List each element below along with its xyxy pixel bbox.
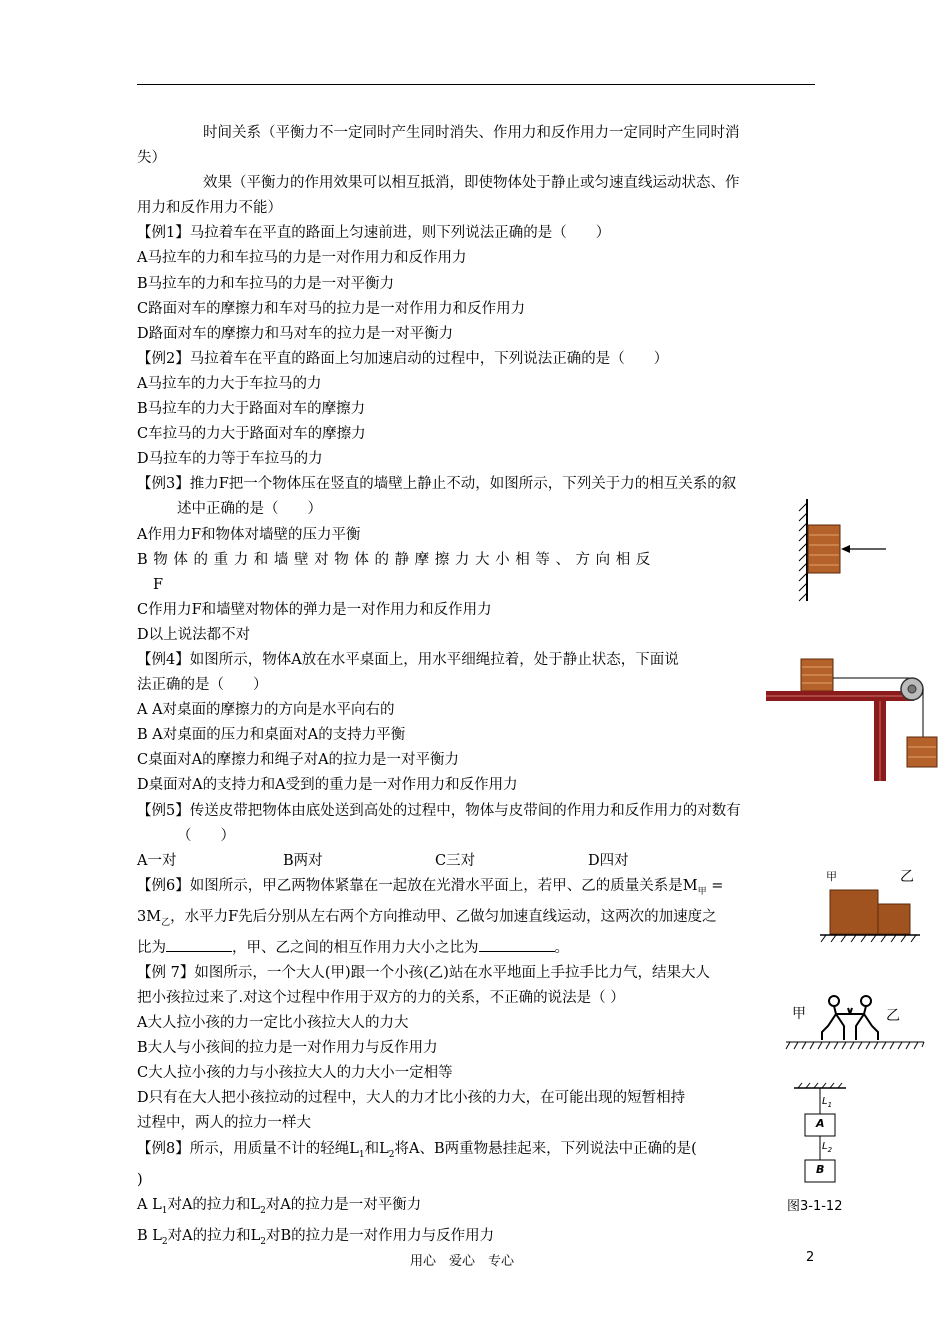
- wall-hatching: [799, 503, 807, 601]
- example-8-question-cont: ): [137, 1171, 143, 1188]
- example-5-option-a: A一对: [137, 852, 177, 869]
- example-8-text: 对B的拉力是一对作用力与反作用力: [265, 1227, 495, 1244]
- example-3-option-a: A作用力F和物体对墙壁的压力平衡: [137, 526, 361, 543]
- example-6-question-blanks: [137, 936, 815, 961]
- example-4-option-d: D桌面对A的支持力和A受到的重力是一对作用力和反作用力: [137, 777, 518, 794]
- text-line: 效果（平衡力的作用效果可以相互抵消，即使物体处于静止或匀速直线运动状态、作: [203, 175, 740, 192]
- example-3-option-d: D以上说法都不对: [137, 626, 251, 643]
- subscript: 2: [388, 1149, 395, 1160]
- wooden-block: [808, 525, 840, 573]
- figure-label-yi: 乙: [900, 869, 914, 885]
- example-8-text: 对A的拉力是一对平衡力: [265, 1196, 422, 1213]
- figure-tug-of-war: [784, 992, 928, 1056]
- answer-blank[interactable]: [166, 936, 232, 952]
- example-4-option-a: A A对桌面的摩擦力的方向是水平向右的: [137, 702, 395, 719]
- text-line: 失）: [137, 150, 166, 167]
- figure-wall-block: [790, 495, 890, 605]
- example-3-option-c: C作用力F和墙壁对物体的弹力是一对作用力和反作用力: [137, 601, 492, 618]
- example-2-option-a: A马拉车的力大于车拉马的力: [137, 375, 322, 392]
- example-6-question-cont: [137, 905, 815, 936]
- example-6-text: ，甲、乙之间的相互作用力大小之比为: [232, 939, 479, 956]
- figure-label-a: A: [816, 1117, 825, 1130]
- header-rule: [137, 84, 815, 85]
- example-2-question: 【例2】马拉着车在平直的路面上匀加速启动的过程中，下列说法正确的是（ ）: [137, 350, 669, 367]
- subscript: 2: [260, 1205, 266, 1216]
- example-3-label-f: F: [153, 576, 164, 593]
- subscript: 2: [260, 1236, 266, 1247]
- example-8-text: 对A的拉力和L: [167, 1196, 261, 1213]
- example-7-option-d-cont: 过程中，两人的拉力一样大: [137, 1115, 311, 1132]
- figure-label-l1: [822, 1096, 832, 1109]
- example-8-text: 将A、B两重物悬挂起来，下列说法中正确的是(: [394, 1140, 697, 1157]
- document-body: [137, 121, 815, 1255]
- example-3-option-b: B 物 体 的 重 力 和 墙 壁 对 物 体 的 静 摩 擦 力 大 小 相 等 、 方 向 相 反: [137, 551, 651, 568]
- subscript: 1: [827, 1101, 833, 1109]
- example-2-option-c: C车拉马的力大于路面对车的摩擦力: [137, 426, 366, 443]
- example-5-option-c: C三对: [435, 852, 476, 869]
- example-3-question-cont: 述中正确的是（ ）: [177, 501, 322, 518]
- figure-label-l2: [822, 1141, 832, 1154]
- example-4-question-cont: 法正确的是（ ）: [137, 677, 268, 694]
- ground-hatching: [786, 1042, 924, 1049]
- subscript: 1: [161, 1205, 168, 1216]
- example-2-option-b: B马拉车的力大于路面对车的摩擦力: [137, 401, 366, 418]
- example-4-question: 【例4】如图所示，物体A放在水平桌面上，用水平细绳拉着，处于静止状态，下面说: [137, 651, 679, 668]
- figure-two-blocks: [818, 884, 922, 946]
- example-7-question: 【例 7】如图所示，一个大人(甲)跟一个小孩(乙)站在水平地面上手拉手比力气，结果大人: [137, 964, 710, 981]
- example-8-text: B L: [137, 1227, 162, 1244]
- figure-label-yi: 乙: [886, 1008, 900, 1024]
- example-5-option-d: D四对: [588, 852, 629, 869]
- example-6-text: =: [706, 877, 724, 894]
- subscript: 1: [358, 1149, 365, 1160]
- block-jia: [830, 890, 878, 934]
- example-8-text: 和L: [364, 1140, 389, 1157]
- example-1-question: 【例1】马拉着车在平直的路面上匀速前进，则下列说法正确的是（ ）: [137, 225, 611, 242]
- example-5-question-cont: （ ）: [177, 827, 235, 844]
- example-6-text: 。: [554, 939, 569, 956]
- example-1-option-d: D路面对车的摩擦力和马对车的拉力是一对平衡力: [137, 325, 454, 342]
- label-text: L: [822, 1141, 828, 1152]
- hanging-block: [907, 737, 937, 767]
- arrow-head-icon: [841, 545, 850, 553]
- example-7-option-a: A大人拉小孩的力一定比小孩拉大人的力大: [137, 1015, 409, 1032]
- figure-caption: 图3-1-12: [787, 1199, 843, 1214]
- answer-blank[interactable]: [479, 936, 555, 952]
- example-1-option-a: A马拉车的力和车拉马的力是一对作用力和反作用力: [137, 250, 467, 267]
- example-8-option-a: [137, 1193, 815, 1224]
- example-4-option-c: C桌面对A的摩擦力和绳子对A的拉力是一对平衡力: [137, 752, 460, 769]
- page-number: 2: [806, 1250, 815, 1265]
- example-7-option-b: B大人与小孩间的拉力是一对作用力与反作用力: [137, 1040, 438, 1057]
- example-5-option-b: B两对: [283, 852, 323, 869]
- subscript: 2: [161, 1236, 168, 1247]
- example-5-question: 【例5】传送皮带把物体由底处送到高处的过程中，物体与皮带间的作用力和反作用力的对数有: [137, 802, 741, 819]
- example-8-text: 【例8】所示，用质量不计的轻绳L: [137, 1140, 359, 1157]
- example-5-options: [137, 849, 815, 874]
- example-8-text: 对A的拉力和L: [167, 1227, 261, 1244]
- example-7-option-d: D只有在大人把小孩拉动的过程中，大人的力才比小孩的力大，在可能出现的短暂相持: [137, 1090, 686, 1107]
- subscript: 甲: [697, 886, 707, 897]
- example-6-text: 比为: [137, 939, 166, 956]
- example-8-text: A L: [137, 1196, 162, 1213]
- example-6-question: [137, 874, 815, 905]
- label-text: L: [822, 1096, 828, 1107]
- example-1-option-b: B马拉车的力和车拉马的力是一对平衡力: [137, 275, 395, 292]
- figure-label-jia: 甲: [792, 1006, 806, 1022]
- figure-people: [822, 996, 878, 1040]
- subscript: 2: [827, 1146, 833, 1154]
- example-4-option-b: B A对桌面的压力和桌面对A的支持力平衡: [137, 727, 406, 744]
- text-line: 用力和反作用力不能）: [137, 200, 282, 217]
- example-2-option-d: D马拉车的力等于车拉马的力: [137, 451, 323, 468]
- figure-label-jia: 甲: [826, 870, 837, 883]
- example-7-question-cont: 把小孩拉过来了.对这个过程中作用于双方的力的关系，不正确的说法是（ ）: [137, 989, 625, 1006]
- figure-label-b: B: [816, 1163, 825, 1176]
- text-line: 时间关系（平衡力不一定同时产生同时消失、作用力和反作用力一定同时产生同时消: [203, 125, 740, 141]
- footer-center: 用心 爱心 专心: [410, 1254, 515, 1269]
- example-6-text: 【例6】如图所示，甲乙两物体紧靠在一起放在光滑水平面上，若甲、乙的质量关系是M: [137, 877, 698, 894]
- example-8-question: [137, 1137, 815, 1168]
- example-7-option-c: C大人拉小孩的力与小孩拉大人的力大小一定相等: [137, 1065, 453, 1082]
- subscript: 乙: [161, 917, 171, 928]
- example-3-question: 【例3】推力F把一个物体压在竖直的墙壁上静止不动，如图所示，下列关于力的相互关系的叙: [137, 476, 737, 493]
- example-6-text: 3M: [137, 908, 162, 925]
- example-1-option-c: C路面对车的摩擦力和车对马的拉力是一对作用力和反作用力: [137, 300, 526, 317]
- ground-hatching: [821, 935, 916, 942]
- figure-table-pulley: [764, 655, 940, 785]
- block-yi: [878, 904, 910, 934]
- example-6-text: ，水平力F先后分别从左右两个方向推动甲、乙做匀加速直线运动，这两次的加速度之: [170, 908, 717, 925]
